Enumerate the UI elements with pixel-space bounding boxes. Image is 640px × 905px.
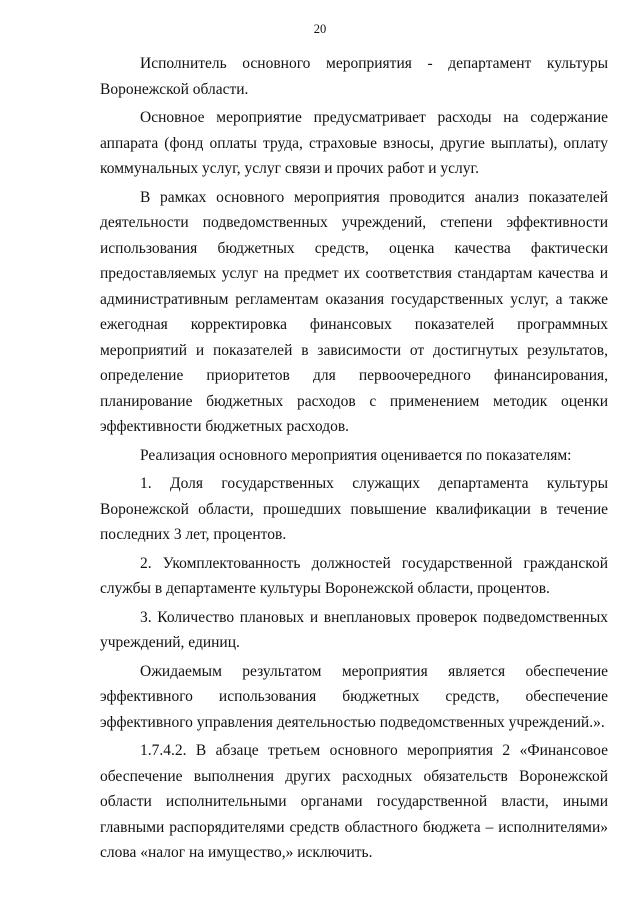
paragraph-analysis: В рамках основного мероприятия проводится анализ показателей деятельности подведомственных учреждений, степени эффективности использования бюджетных средств, оценка качества фактически предоставляемых услуг на предмет их соответствия стандартам качества и административным регламентам оказания государственных услуг, а также ежегодная корректировка финансовых показателей программных мероприятий и показателей в зависимости от достигнутых результатов, определение приоритетов для первоочередного финансирования, планирование бюджетных расходов с применением методик оценки эффективности бюджетных расходов.	[100, 188, 608, 435]
paragraph-expenses: Основное мероприятие предусматривает расходы на содержание аппарата (фонд оплаты труда, страховые взносы, другие выплаты), оплату коммунальных услуг, услуг связи и прочих работ и услуг.	[100, 109, 608, 177]
document-body	[100, 51, 608, 869]
page-number: 20	[313, 22, 327, 36]
paragraph-amendment: 1.7.4.2. В абзаце третьем основного мероприятия 2 «Финансовое обеспечение выполнения других расходных обязательств Воронежской области исполнительными органами государственной власти, иными главными распорядителями средств областного бюджета – исполнителями» слова «налог на имущество,» исключить.	[100, 742, 608, 861]
paragraph-executor: Исполнитель основного мероприятия - департамент культуры Воронежской области.	[100, 55, 608, 98]
paragraph-indicator-1: 1. Доля государственных служащих департамента культуры Воронежской области, прошедших повышение квалификации в течение последних 3 лет, процентов.	[100, 475, 608, 543]
paragraph-indicator-3: 3. Количество плановых и внеплановых проверок подведомственных учреждений, единиц.	[100, 608, 608, 651]
paragraph-expected-result: Ожидаемым результатом мероприятия является обеспечение эффективного использования бюджетных средств, обеспечение эффективного управления деятельностью подведомственных учреждений.».	[100, 662, 608, 731]
paragraph-indicator-2: 2. Укомплектованность должностей государственной гражданской службы в департаменте культуры Воронежской области, процентов.	[100, 554, 608, 597]
paragraph-indicators-intro: Реализация основного мероприятия оценивается по показателям:	[140, 446, 572, 464]
